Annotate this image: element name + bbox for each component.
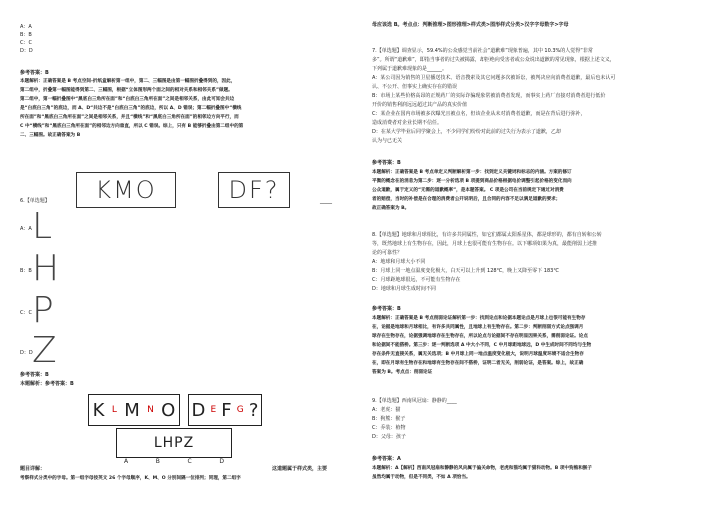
option-letter-z: Z (32, 330, 57, 371)
bottom-line: 题目详解： (20, 466, 46, 472)
letter: D (191, 399, 206, 421)
letter: M (124, 399, 140, 421)
analysis-line: 本题解析：A【解析】西南风冠扇和静静的风向属于偏关命物，老虎和猫均属于猫科动物。B 项中狗熊和猴子 (372, 466, 592, 471)
question-6-label: 6.【单选题】 (20, 198, 50, 204)
analysis-line: 和论据间不能搭桥。第三步：逐一判断选项 A 中大小不同，C 中月球距地球远，D 中生成时间不同均与生物 (372, 343, 592, 348)
analysis-line: 答案为 B。考点点：削弱论证 (372, 370, 433, 375)
q8-line: 论的可靠性？ (372, 250, 403, 256)
analysis-line: 所在面”和“黑底白三角所在面”之间是相邻关系，并且“横线”和“黑底白三角所在面”的相邻边方向平行，而 (20, 115, 239, 120)
letter: O (161, 399, 176, 421)
option-a-label: A：A (20, 226, 32, 232)
q7-line: 认、不公开、但事实上确实存在的错误 (372, 84, 458, 90)
option-b-label: B：B (20, 268, 32, 274)
red-letter: E (210, 405, 217, 415)
analysis-line: 是“白底白三角”的底边，而 A、D“共边不是“白底白三角”的底边，所以 A、D 错误；第二幅折叠图中“横线 (20, 106, 242, 111)
q8-line: A：地球和月球大小不同 (372, 259, 426, 265)
analysis-line: 本题解析：参考答案：B (20, 381, 74, 387)
q7-line: 造成消费者对企业长期不信任。 (372, 120, 443, 126)
answer-line: 参考答案：B (372, 160, 401, 166)
q9-line: A：老虎：猫 (372, 407, 401, 413)
analysis-line: 平衡的概念在的消息为第二步：逐一分析选项 B 项提到商品价格根据电价调整引起价格的变化而向 (372, 179, 572, 184)
answer-line: 参考答案：A (372, 456, 401, 462)
letter: ? (248, 399, 259, 421)
q7-line: 7.【单选题】调查显示，59.4%的公众感觉当前社会“道歉难”现象普遍，其中 10.3%的人觉得“非常 (372, 48, 593, 54)
analysis-line: 故正确答案为 B。 (372, 206, 410, 211)
top-line: 母应该选 B。考点点：判断推理>图形推理>样式类>图形样式分类>汉字字母数字>字母 (372, 22, 569, 28)
letter: F (221, 399, 232, 421)
bottom-line: 这道题属于样式类，主要 (272, 466, 328, 472)
analysis-line: 第二组中，第一幅折叠图中“黑底白三角所在面”和“白底白三角所在面”之间是相邻关系，由此可知会共边 (20, 97, 235, 102)
q8-line: 8.【单选题】地球和月球相比，有许多共同属性，如它们都属太阳系星体，都是球形的，都有自转和公转 (372, 232, 602, 238)
analysis-line: 者的赔偿，当时的补偿是在合理的消费者公开说明后，且合同的内容不足以满足道歉的要求； (372, 197, 561, 202)
option-c-label: C：C (20, 310, 32, 316)
q7-line: D：在某大学毕业后同学聚会上，不少同学们纷纷对此前的过失行为表示了道歉，乙却 (372, 129, 561, 135)
q7-line: 下列属于道歉难现象的是______。 (372, 66, 448, 72)
q9-line: D：父母：孩子 (372, 434, 406, 440)
bottom-line: 考察样式分类中的字母。第一组字母按英文 26 个字母顺序，K、M、O 分别间隔一位排列；同理，第二组字 (20, 476, 241, 481)
letter-box-kmo-annotated (88, 394, 180, 426)
abcd-row (124, 458, 224, 465)
answer-line: 参考答案：B (372, 306, 401, 312)
q8-line: C：月球距地球很远，不可能有生物存在 (372, 277, 461, 283)
q9-line: C：乔装：植物 (372, 425, 406, 431)
q8-line: D：地球和月球生成时间不同 (372, 286, 436, 292)
q7-line: 开价的销售利润远远超过其产品的真实价值 (372, 102, 468, 108)
option-letter-p: P (32, 290, 54, 331)
option-b: B：B (20, 32, 32, 38)
red-letter: N (147, 405, 154, 415)
analysis-line: 本题解析：正确答案是 B 考点单定义判断解析第一步：找到定义关键词和标志的内涵。方案的修订 (372, 170, 572, 175)
q7-line: A：某公司因为销售的卫星播送技术、语音搜索及其它问题多次被诉讼，被判决应向消费者道歉，最后也未认可 (372, 75, 616, 81)
red-letter: L (111, 405, 117, 415)
letter-box-dfq: DF? (218, 172, 290, 208)
q8-line: 等，既然地球上有生物存在，因此，月球上也很可能有生物存在。以下哪项如果为真，最能削弱上述推 (372, 241, 598, 247)
q7-line: B：市场上某些价格高昂的正规药厂的实际诈骗现象常被消费者发现，而事实上药厂直接对消费者进行低价 (372, 93, 606, 99)
q8-line: B：月球上同一地点温度变化极大，白天可以上升到 128℃，晚上又降至零下 183℃ (372, 268, 559, 274)
q7-line: 多”。所谓“道歉难”，即指当事者的过失被揭露，却拒绝向受害者或公众说出道歉的常见现象，根据上述文义， (372, 57, 615, 63)
analysis-line: 在，即在月球有生物存在和地球有生物存在间不搭桥，证明二者无关，削弱论证，是答案。综上，故正确 (372, 361, 584, 366)
letter-box-kmo: KMO (76, 172, 176, 208)
q7-line: 认为与已无关 (372, 138, 403, 144)
abcd-label: C (187, 458, 192, 465)
option-a: A：A (20, 24, 32, 30)
analysis-line: 球存在生物存在，论据强调地球存在生物存在，所以论点与论据间不存在明显因果关系，需削弱论证。论点 (372, 334, 588, 339)
analysis-line: 第二组中，折叠第一幅图能得到第二、三幅图，根据“立体图形两个面之间的相对关系和相邻关系”做题。 (20, 88, 233, 93)
analysis-line: 二、三幅图。故正确答案为 B (20, 133, 81, 138)
analysis-line: 公众道歉，属于定义的“无需的道歉概率”，是本题答案。 C 项是公司在当前规定下通过对消费 (372, 188, 564, 193)
answer-box-lhpz: LHPZ (116, 428, 232, 458)
red-letter: G (236, 405, 244, 415)
answer-line: 参考答案：B (20, 372, 49, 378)
letter: K (92, 399, 105, 421)
analysis-line: 存在条件无直接关系，属无关选项；B 中月球上同一地点温度变化极大，说明月球温度环境不适合生物存 (372, 352, 584, 357)
analysis-line: 本题解析：正确答案是 B 考点削弱论证解析第一步：找到论点和论据本题论点是月球上也很可能有生物存 (372, 316, 586, 321)
option-letter-l: L (32, 206, 53, 247)
answer-blank: ____ (320, 197, 332, 204)
answer-line: 参考答案：B (20, 70, 49, 76)
abcd-label: B (155, 458, 160, 465)
q7-line: C：某企业在国内市场被多次曝光且被点名，但该企业从未对消费者道歉，而是在背后进行弥补， (372, 111, 586, 117)
analysis-line: C 中“横线”和“黑底白三角所在面”的相邻边方向垂直，所以 C 错误。综上，只有 B 能够折叠由第二组中的第 (20, 124, 244, 129)
analysis-line: 虽然均属于动物，但是不同类，不如 A 项恰当。 (372, 475, 471, 480)
option-c: C：C (20, 40, 32, 46)
letter-box-dfq-annotated (188, 394, 262, 426)
analysis-line: 在，论据是地球和月球相比，有许多共同属性，且地球上有生物存在。第二步：判断削弱方式论点强调月 (372, 325, 584, 330)
option-letter-h: H (32, 248, 60, 289)
q9-line: B：狗熊：猴子 (372, 416, 406, 422)
analysis-line: 本题解析：正确答案是 B 考点空间-折纸盒解析第一组中，第二、三幅图是由第一幅图折叠得到的，因此， (20, 79, 236, 84)
abcd-label: A (124, 458, 129, 465)
q9-line: 9.【单选题】西南风冠扇：静静的____ (372, 398, 457, 404)
option-d: D：D (20, 48, 33, 54)
option-d-label: D：D (20, 350, 33, 356)
abcd-label: D (219, 458, 224, 465)
